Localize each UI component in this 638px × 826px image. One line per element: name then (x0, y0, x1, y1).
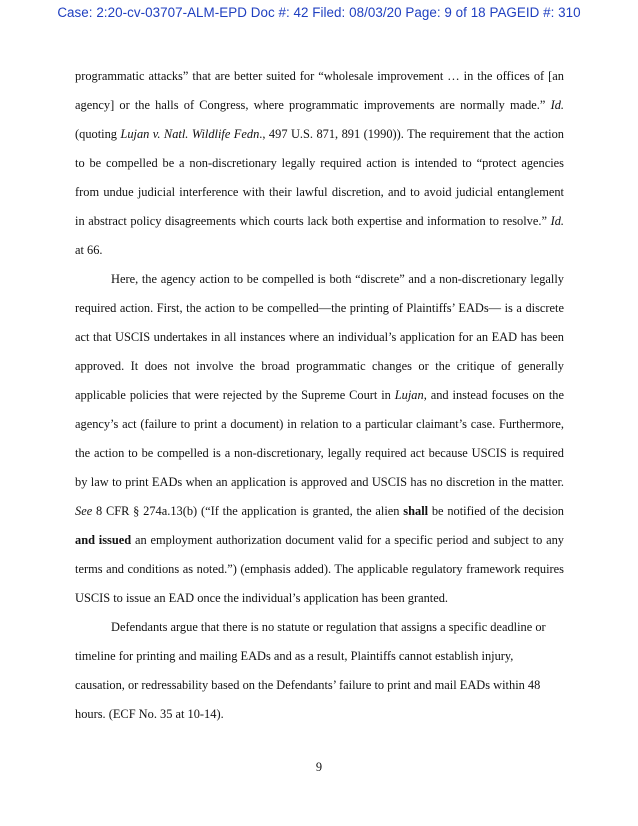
text-line (75, 700, 564, 729)
line-text: in abstract policy disagreements which courts lack both expertise and information to resolve.” (75, 214, 551, 228)
text-line (75, 555, 564, 584)
line-text: at 66. (75, 243, 103, 257)
line-text: approved. It does not involve the broad programmatic changes or the critique of generally (75, 359, 564, 373)
line-text: causation, or redressability based on the Defendants’ failure to print and mail EADs within 48 (75, 678, 541, 692)
bold-text: and issued (75, 533, 132, 547)
text-line (75, 642, 564, 671)
text-line (75, 671, 564, 700)
line-text: from undue judicial interference with their lawful discretion, and to avoid judicial entanglement (75, 185, 564, 199)
text-line (75, 410, 564, 439)
text-line (75, 120, 564, 149)
text-line (75, 207, 564, 236)
line-text: by law to print EADs when an application is approved and USCIS has no discretion in the matter. (75, 475, 564, 489)
text-line (75, 178, 564, 207)
line-text: agency] or the halls of Congress, where programmatic improvements are normally made.” (75, 98, 551, 112)
text-line (75, 584, 564, 613)
italic-text: Id. (550, 98, 564, 112)
line-text: be notified of the decision (428, 504, 564, 518)
line-text: agency’s act (failure to print a document) in relation to a particular claimant’s case. Furthermore, (75, 417, 564, 431)
text-line (75, 323, 564, 352)
text-line (75, 91, 564, 120)
line-text: , and instead focuses on the (423, 388, 564, 402)
text-line (75, 236, 564, 265)
bold-text: shall (403, 504, 429, 518)
line-text: required action. First, the action to be compelled—the printing of Plaintiffs’ EADs— is a discrete (75, 301, 564, 315)
text-line (75, 352, 564, 381)
text-line (75, 294, 564, 323)
line-text: USCIS to issue an EAD once the individual’s application has been granted. (75, 591, 449, 605)
line-text: hours. (ECF No. 35 at 10-14). (75, 707, 224, 721)
text-line (75, 497, 564, 526)
line-text: an employment authorization document valid for a specific period and subject to any (131, 533, 564, 547)
italic-text: Lujan (394, 388, 424, 402)
text-line (75, 265, 564, 294)
text-line (75, 439, 564, 468)
line-text: the action to be compelled is a non-discretionary, legally required act because USCIS is required (75, 446, 564, 460)
line-text: applicable policies that were rejected by the Supreme Court in (75, 388, 395, 402)
line-text: act that USCIS undertakes in all instances where an individual’s application for an EAD has been (75, 330, 564, 344)
line-text: 8 CFR § 274a.13(b) (“If the application is granted, the alien (92, 504, 404, 518)
text-line (75, 149, 564, 178)
line-text: Defendants argue that there is no statute or regulation that assigns a specific deadline or (111, 620, 546, 634)
text-line (75, 468, 564, 497)
italic-text: See (75, 504, 93, 518)
line-text: programmatic attacks” that are better suited for “wholesale improvement … in the offices of [an (75, 69, 564, 83)
italic-text: Id. (550, 214, 564, 228)
text-line (75, 613, 564, 642)
page-number: 9 (315, 760, 323, 774)
line-text: to be compelled be a non-discretionary legally required action is intended to “protect agencies (75, 156, 564, 170)
italic-text: Lujan v. Natl. Wildlife Fedn (120, 127, 260, 141)
text-line (75, 62, 564, 91)
line-text: terms and conditions as noted.”) (emphasis added). The applicable regulatory framework requires (75, 562, 564, 576)
text-line (75, 381, 564, 410)
case-header: Case: 2:20-cv-03707-ALM-EPD Doc #: 42 Filed: 08/03/20 Page: 9 of 18 PAGEID #: 310 (57, 5, 581, 20)
document-body (75, 62, 564, 729)
line-text: ., 497 U.S. 871, 891 (1990)). The requirement that the action (259, 127, 564, 141)
line-text: (quoting (75, 127, 121, 141)
text-line (75, 526, 564, 555)
line-text: Here, the agency action to be compelled is both “discrete” and a non-discretionary legally (111, 272, 564, 286)
line-text: timeline for printing and mailing EADs and as a result, Plaintiffs cannot establish injury, (75, 649, 514, 663)
